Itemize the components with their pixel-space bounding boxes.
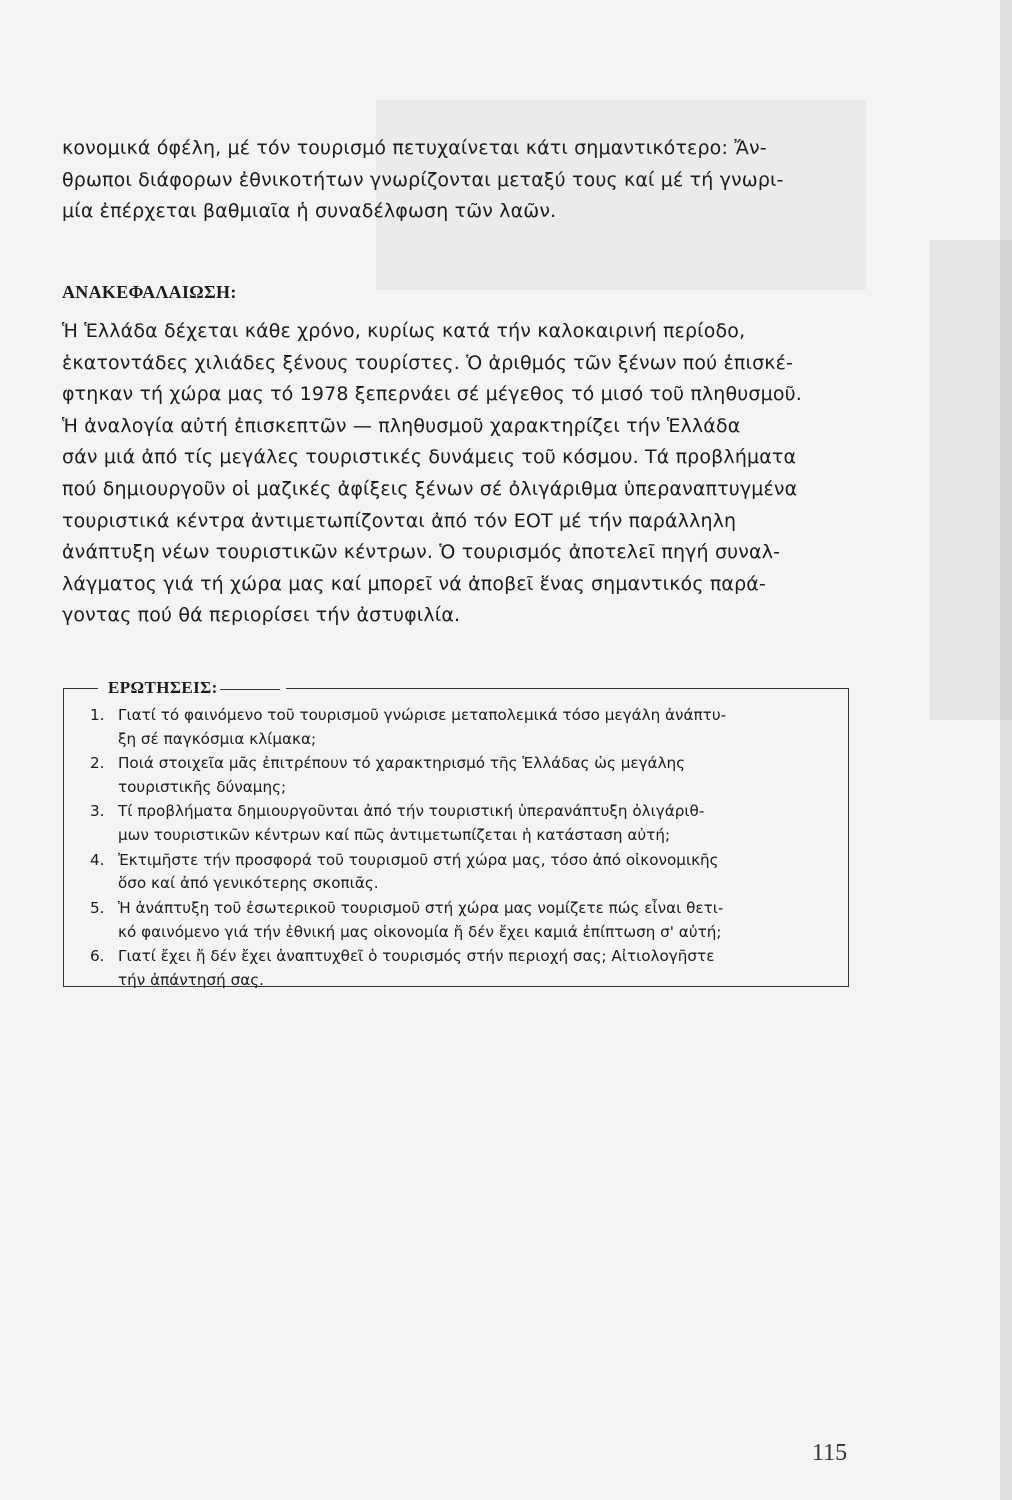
question-number: 1. <box>90 706 105 724</box>
question-line: μων τουριστικῶν κέντρων καί πῶς ἀντιμετωπίζεται ἡ κατάσταση αὐτή; <box>118 826 671 845</box>
questions-list <box>84 704 824 993</box>
question-line: ὅσο καί ἀπό γενικότερης σκοπιᾶς. <box>118 874 379 893</box>
summary-heading: ΑΝΑΚΕΦΑΛΑΙΩΣΗ: <box>62 282 237 302</box>
intro-paragraph <box>62 133 848 228</box>
question-line: Τί προβλήματα δημιουργοῦνται ἀπό τήν τουριστική ὑπερανάπτυξη ὀλιγάριθ- <box>118 802 705 821</box>
question-number: 2. <box>90 754 105 773</box>
question-number: 6. <box>90 946 105 965</box>
question-number: 3. <box>90 802 105 821</box>
question-line: Ἡ ἀνάπτυξη τοῦ ἐσωτερικοῦ τουρισμοῦ στή χώρα μας νομίζετε πώς εἶναι θετι- <box>118 898 724 917</box>
question-item <box>84 945 824 993</box>
text-line: γοντας πού θά περιορίσει τήν ἀστυφιλία. <box>62 604 461 627</box>
text-line: Ἡ Ἑλλάδα δέχεται κάθε χρόνο, κυρίως κατά τήν καλοκαιρινή περίοδο, <box>62 320 746 342</box>
text-line: μία ἐπέρχεται βαθμιαῖα ἡ συναδέλφωση τῶν λαῶν. <box>62 200 557 223</box>
text-line: Ἡ ἀναλογία αὐτή ἐπισκεπτῶν — πληθυσμοῦ χαρακτηρίζει τήν Ἑλλάδα <box>62 414 741 437</box>
text-line: τουριστικά κέντρα ἀντιμετωπίζονται ἀπό τόν ΕΟΤ μέ τήν παράλληλη <box>62 509 737 532</box>
question-line: κό φαινόμενο γιά τήν ἐθνική μας οἰκονομία ἤ δέν ἔχει καμιά ἐπίπτωση σ' αὐτή; <box>118 922 722 941</box>
questions-heading <box>98 677 286 699</box>
text-line: ἑκατοντάδες χιλιάδες ξένους τουρίστες. Ὁ ἀριθμός τῶν ξένων πού ἐπισκέ- <box>62 351 794 374</box>
question-item <box>84 897 824 945</box>
question-number: 5. <box>90 898 105 917</box>
text-line: λάγματος γιά τή χώρα μας καί μπορεῖ νά ἀποβεῖ ἕνας σημαντικός παρά- <box>62 572 766 595</box>
question-line: τουριστικῆς δύναμης; <box>118 777 287 796</box>
text-line: ἀνάπτυξη νέων τουριστικῶν κέντρων. Ὁ τουρισμός ἀποτελεῖ πηγή συναλ- <box>62 541 781 564</box>
question-number: 4. <box>90 850 105 869</box>
page-edge-shadow <box>1000 0 1012 1500</box>
question-line: Γιατί τό φαινόμενο τοῦ τουρισμοῦ γνώρισε μεταπολεμικά τόσο μεγάλη ἀνάπτυ- <box>118 706 727 724</box>
questions-heading-label: ΕΡΩΤΗΣΕΙΣ: <box>108 678 218 697</box>
text-line: σάν μιά ἀπό τίς μεγάλες τουριστικές δυνάμεις τοῦ κόσμου. Τά προβλήματα <box>62 446 797 469</box>
question-line: Ποιά στοιχεῖα μᾶς ἐπιτρέπουν τό χαρακτηρισμό τῆς Ἑλλάδας ὡς μεγάλης <box>118 754 686 773</box>
question-line: τήν ἀπάντησή σας. <box>118 970 264 989</box>
text-line: κονομικά όφέλη, μέ τόν τουρισμό πετυχαίνεται κάτι σημαντικότερο: Ἄν- <box>62 137 767 159</box>
question-line: ξη σέ παγκόσμια κλίμακα; <box>118 729 317 748</box>
summary-paragraph <box>62 316 848 632</box>
text-line: πού δημιουργοῦν οἱ μαζικές ἀφίξεις ξένων σέ ὀλιγάριθμα ὑπεραναπτυγμένα <box>62 477 798 500</box>
question-line: Γιατί ἔχει ἤ δέν ἔχει ἀναπτυχθεῖ ὁ τουρισμός στήν περιοχή σας; Αἰτιολογῆστε <box>118 946 715 965</box>
question-item <box>84 752 824 800</box>
questions-box <box>63 678 849 989</box>
question-item <box>84 800 824 848</box>
heading-rule <box>220 689 280 690</box>
question-item <box>84 704 824 752</box>
text-line: θρωποι διάφορων ἐθνικοτήτων γνωρίζονται μεταξύ τους καί μέ τή γνωρι- <box>62 168 784 191</box>
question-line: Ἐκτιμῆστε τήν προσφορά τοῦ τουρισμοῦ στή χώρα μας, τόσο ἀπό οἰκονομικῆς <box>118 850 719 869</box>
page-number: 115 <box>812 1440 848 1466</box>
text-line: φτηκαν τή χώρα μας τό 1978 ξεπερνάει σέ μέγεθος τό μισό τοῦ πληθυσμοῦ. <box>62 383 802 406</box>
question-item <box>84 849 824 897</box>
